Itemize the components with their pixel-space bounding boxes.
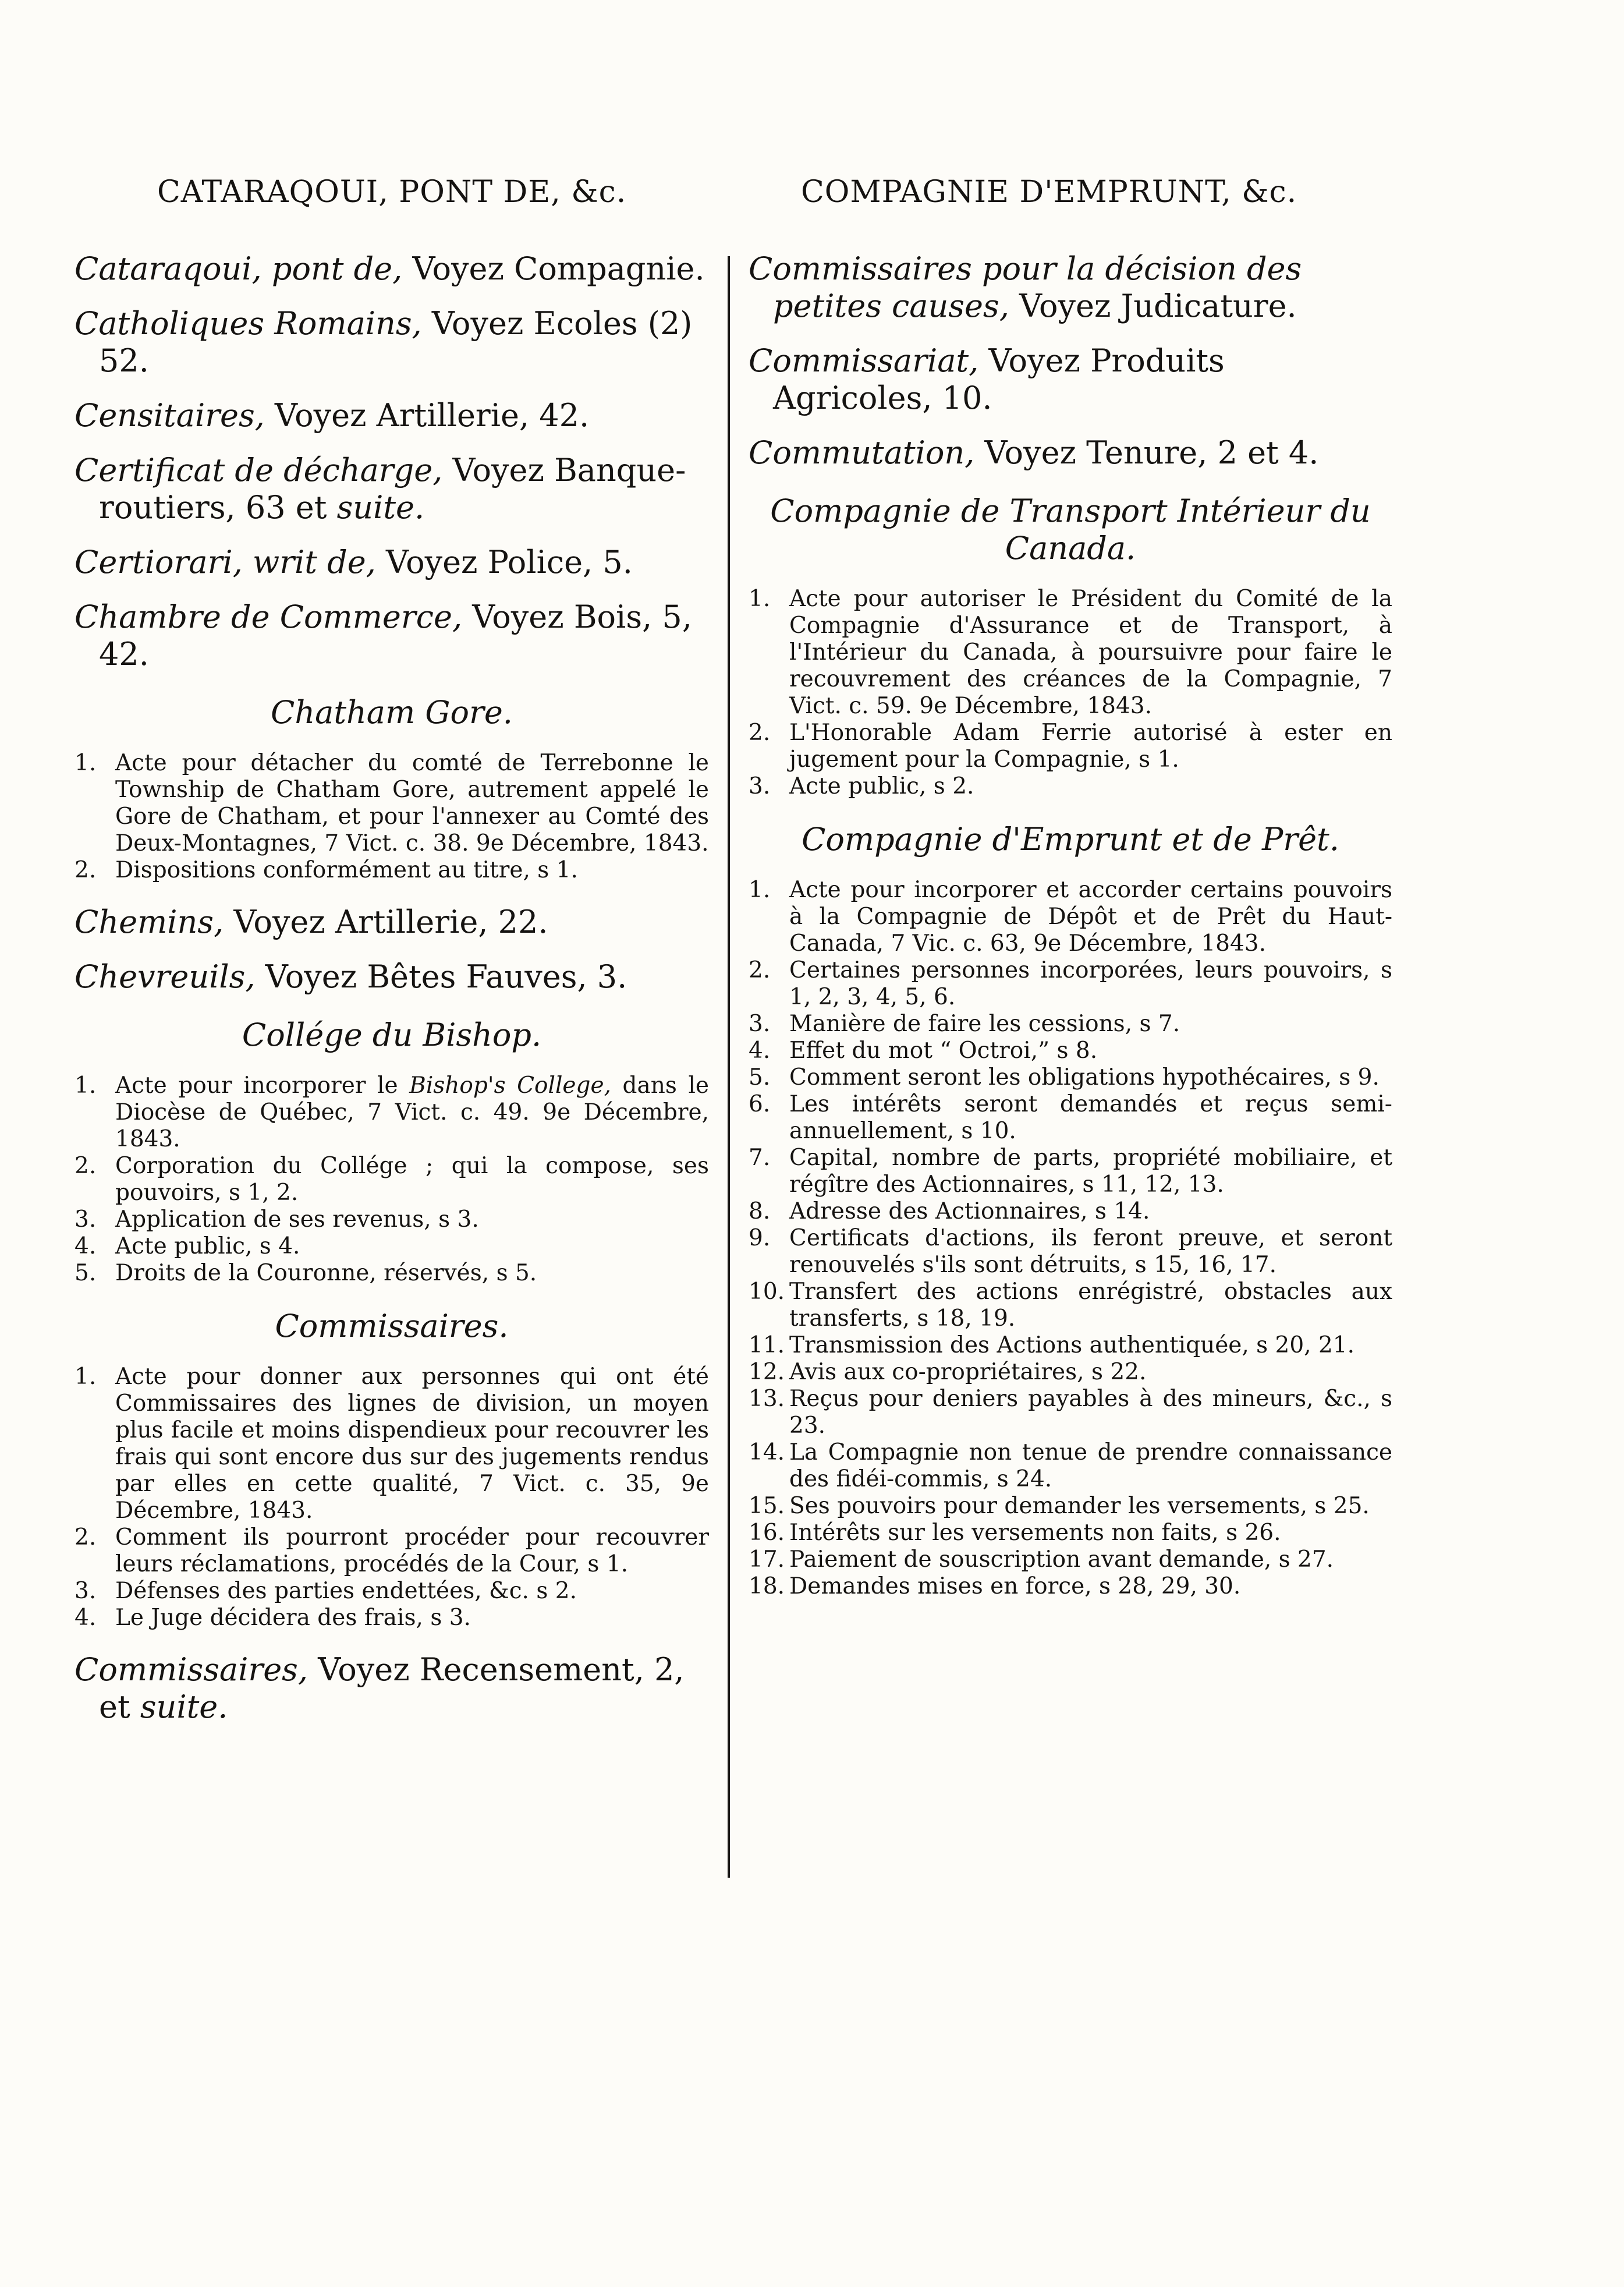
list-item: 15. Ses pouvoirs pour demander les versements, s 25.	[749, 1493, 1370, 1519]
list-item: 4. Effet du mot “ Octroi,” s 8.	[749, 1038, 1098, 1064]
index-entry: Censitaires, Voyez Artillerie, 42.	[75, 397, 590, 434]
list-item: 2. Corporation du Collége ; qui la compose, ses pouvoirs, s 1, 2.	[75, 1153, 709, 1206]
index-entry: Chemins, Voyez Artillerie, 22.	[75, 904, 548, 940]
section-heading: Chatham Gore.	[271, 694, 513, 731]
list-item: 5. Droits de la Couronne, réservés, s 5.	[75, 1260, 537, 1286]
list-item: 14. La Compagnie non tenue de prendre connaissance des fidéi-commis, s 24.	[749, 1439, 1392, 1492]
list-item: 2. Certaines personnes incorporées, leurs pouvoirs, s 1, 2, 3, 4, 5, 6.	[749, 957, 1392, 1010]
column-divider	[728, 256, 730, 1878]
list-item: 1. Acte pour détacher du comté de Terrebonne le Township de Chatham Gore, autrement appelé le Gore de Chatham, et pour l'annexer au Comté des Deux-Montagnes, 7 Vict. c. 38. 9e Décembre, 1843.	[75, 750, 709, 856]
list-item: 11. Transmission des Actions authentiquée, s 20, 21.	[749, 1332, 1355, 1358]
list-item: 9. Certificats d'actions, ils feront preuve, et seront renouvelés s'ils sont détruits, s 15, 16, 17.	[749, 1225, 1392, 1278]
section-items	[75, 750, 709, 884]
list-item: 8. Adresse des Actionnaires, s 14.	[749, 1198, 1150, 1224]
section-items	[749, 877, 1392, 1600]
index-entry: Chevreuils, Voyez Bêtes Fauves, 3.	[75, 958, 627, 995]
list-item: 17. Paiement de souscription avant demande, s 27.	[749, 1546, 1334, 1573]
list-item: 1. Acte pour incorporer et accorder certains pouvoirs à la Compagnie de Dépôt et de Prêt du Haut-Canada, 7 Vic. c. 63, 9e Décembre, 1843.	[749, 877, 1392, 957]
list-item: 16. Intérêts sur les versements non faits, s 26.	[749, 1520, 1281, 1546]
section-heading: Compagnie de Transport Intérieur du Canada.	[770, 493, 1371, 567]
list-item: 3. Acte public, s 2.	[749, 773, 974, 799]
section-items	[75, 1072, 709, 1287]
list-item: 13. Reçus pour deniers payables à des mineurs, &c., s 23.	[749, 1386, 1392, 1439]
list-item: 12. Avis aux co-propriétaires, s 22.	[749, 1359, 1147, 1385]
section-heading: Commissaires.	[275, 1308, 509, 1344]
section-heading: Compagnie d'Emprunt et de Prêt.	[802, 821, 1339, 858]
index-entry: Commissaires, Voyez Recensement, 2, et suite.	[75, 1651, 685, 1725]
section-items	[749, 586, 1392, 800]
list-item: 1. Acte pour donner aux personnes qui ont été Commissaires des lignes de division, un moyen plus facile et moins dispendieux pour recouvrer les frais qui sont encore dus sur des jugements rendus par elles en cette qualité, 7 Vict. c. 35, 9e Décembre, 1843.	[75, 1364, 709, 1524]
list-item: 2. Comment ils pourront procéder pour recouvrer leurs réclamations, procédés de la Cour, s 1.	[75, 1524, 709, 1577]
index-entry: Cataraqoui, pont de, Voyez Compagnie.	[75, 250, 705, 287]
list-item: 2. Dispositions conformément au titre, s 1.	[75, 857, 578, 883]
list-item: 2. L'Honorable Adam Ferrie autorisé à ester en jugement pour la Compagnie, s 1.	[749, 720, 1392, 773]
index-entry: Certiorari, writ de, Voyez Police, 5.	[75, 544, 633, 580]
list-item: 10. Transfert des actions enrégistré, obstacles aux transferts, s 18, 19.	[749, 1279, 1392, 1332]
index-entry: Certificat de décharge, Voyez Banque-routiers, 63 et suite.	[75, 452, 686, 526]
list-item: 5. Comment seront les obligations hypothécaires, s 9.	[749, 1064, 1380, 1091]
index-entry: Commissariat, Voyez Produits Agricoles, 10.	[749, 342, 1225, 416]
section-items	[75, 1364, 709, 1631]
list-item: 6. Les intérêts seront demandés et reçus semi-annuellement, s 10.	[749, 1091, 1392, 1144]
list-item: 4. Le Juge décidera des frais, s 3.	[75, 1605, 471, 1631]
list-item: 3. Manière de faire les cessions, s 7.	[749, 1011, 1180, 1037]
index-entry: Catholiques Romains, Voyez Ecoles (2) 52.	[75, 305, 693, 379]
left-running-header: CATARAQOUI, PONT DE, &c.	[157, 175, 627, 210]
index-entry: Commutation, Voyez Tenure, 2 et 4.	[749, 434, 1319, 471]
right-running-header: COMPAGNIE D'EMPRUNT, &c.	[801, 175, 1297, 210]
index-entry: Chambre de Commerce, Voyez Bois, 5, 42.	[75, 599, 692, 672]
list-item: 7. Capital, nombre de parts, propriété mobiliaire, et régître des Actionnaires, s 11, 12, 13.	[749, 1145, 1392, 1198]
list-item: 3. Application de ses revenus, s 3.	[75, 1206, 479, 1233]
list-item: 4. Acte public, s 4.	[75, 1233, 300, 1259]
list-item: 18. Demandes mises en force, s 28, 29, 30.	[749, 1573, 1241, 1599]
index-entry: Commissaires pour la décision des petites causes, Voyez Judicature.	[749, 250, 1302, 324]
section-heading: Collége du Bishop.	[242, 1017, 542, 1053]
list-item: 3. Défenses des parties endettées, &c. s 2.	[75, 1578, 577, 1604]
list-item: 1. Acte pour incorporer le Bishop's College, dans le Diocèse de Québec, 7 Vict. c. 49. 9e Décembre, 1843.	[75, 1072, 709, 1152]
list-item: 1. Acte pour autoriser le Président du Comité de la Compagnie d'Assurance et de Transport, à l'Intérieur du Canada, à poursuivre pour faire le recouvrement des créances de la Compagnie, 7 Vict. c. 59. 9e Décembre, 1843.	[749, 586, 1392, 719]
